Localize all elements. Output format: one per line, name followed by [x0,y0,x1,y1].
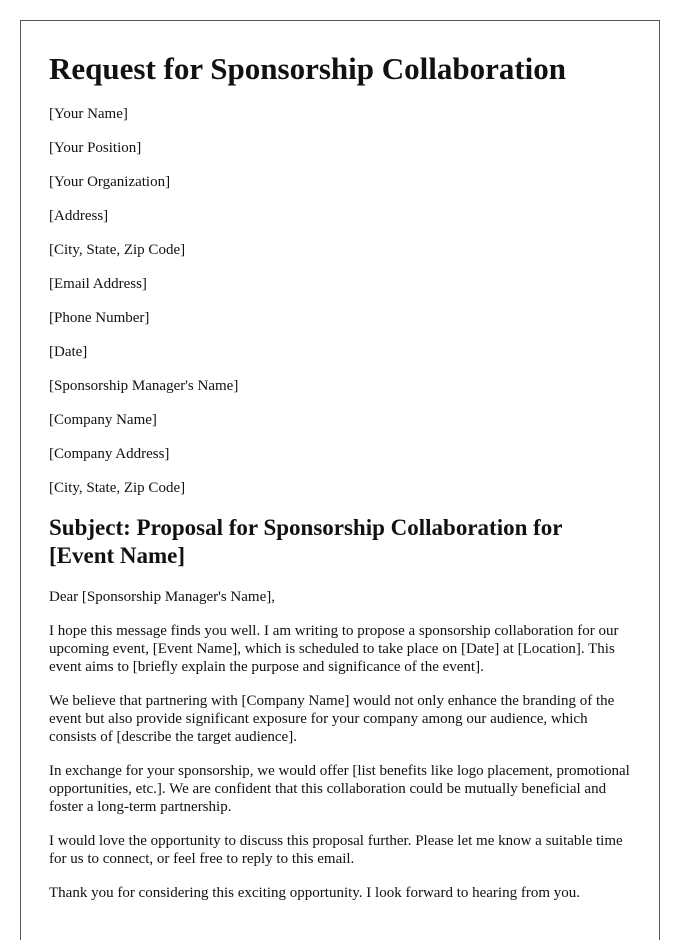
body-paragraph-intro: I hope this message finds you well. I am writing to propose a sponsorship collaboration for our upcoming event, [Event Name], which is scheduled to take place on [Date] at [Location]. This event aims to [briefly explain the purpose and significance of the event]. [49,623,619,675]
address-line-company-city-state-zip: [City, State, Zip Code] [49,480,186,496]
body-paragraph-partnership: We believe that partnering with [Company Name] would not only enhance the branding of the event but also provide significant exposure for your company among our audience, which consists of [describe the target audience]. [49,693,615,745]
address-line-phone: [Phone Number] [49,310,150,326]
address-line-email: [Email Address] [49,276,147,292]
address-line-city-state-zip: [City, State, Zip Code] [49,242,186,258]
body-paragraph-thanks: Thank you for considering this exciting opportunity. I look forward to hearing from you. [49,885,580,901]
subject-heading: Subject: Proposal for Sponsorship Collaboration for [Event Name] [49,515,563,568]
page-title: Request for Sponsorship Collaboration [49,51,567,86]
address-line-address: [Address] [49,208,109,224]
address-block [49,105,631,497]
salutation: Dear [Sponsorship Manager's Name], [49,589,275,605]
address-line-date: [Date] [49,344,88,360]
address-line-recipient-name: [Sponsorship Manager's Name] [49,378,239,394]
letter-page [20,20,660,940]
address-line-company-name: [Company Name] [49,412,157,428]
address-line-your-organization: [Your Organization] [49,174,171,190]
body-paragraph-benefits: In exchange for your sponsorship, we would offer [list benefits like logo placement, promotional opportunities, etc.]. We are confident that this collaboration could be mutually beneficial and foster a long-term partnership. [49,763,630,815]
address-line-your-position: [Your Position] [49,140,142,156]
address-line-company-address: [Company Address] [49,446,170,462]
address-line-your-name: [Your Name] [49,106,128,122]
body-paragraph-discussion: I would love the opportunity to discuss this proposal further. Please let me know a suitable time for us to connect, or feel free to reply to this email. [49,833,623,867]
